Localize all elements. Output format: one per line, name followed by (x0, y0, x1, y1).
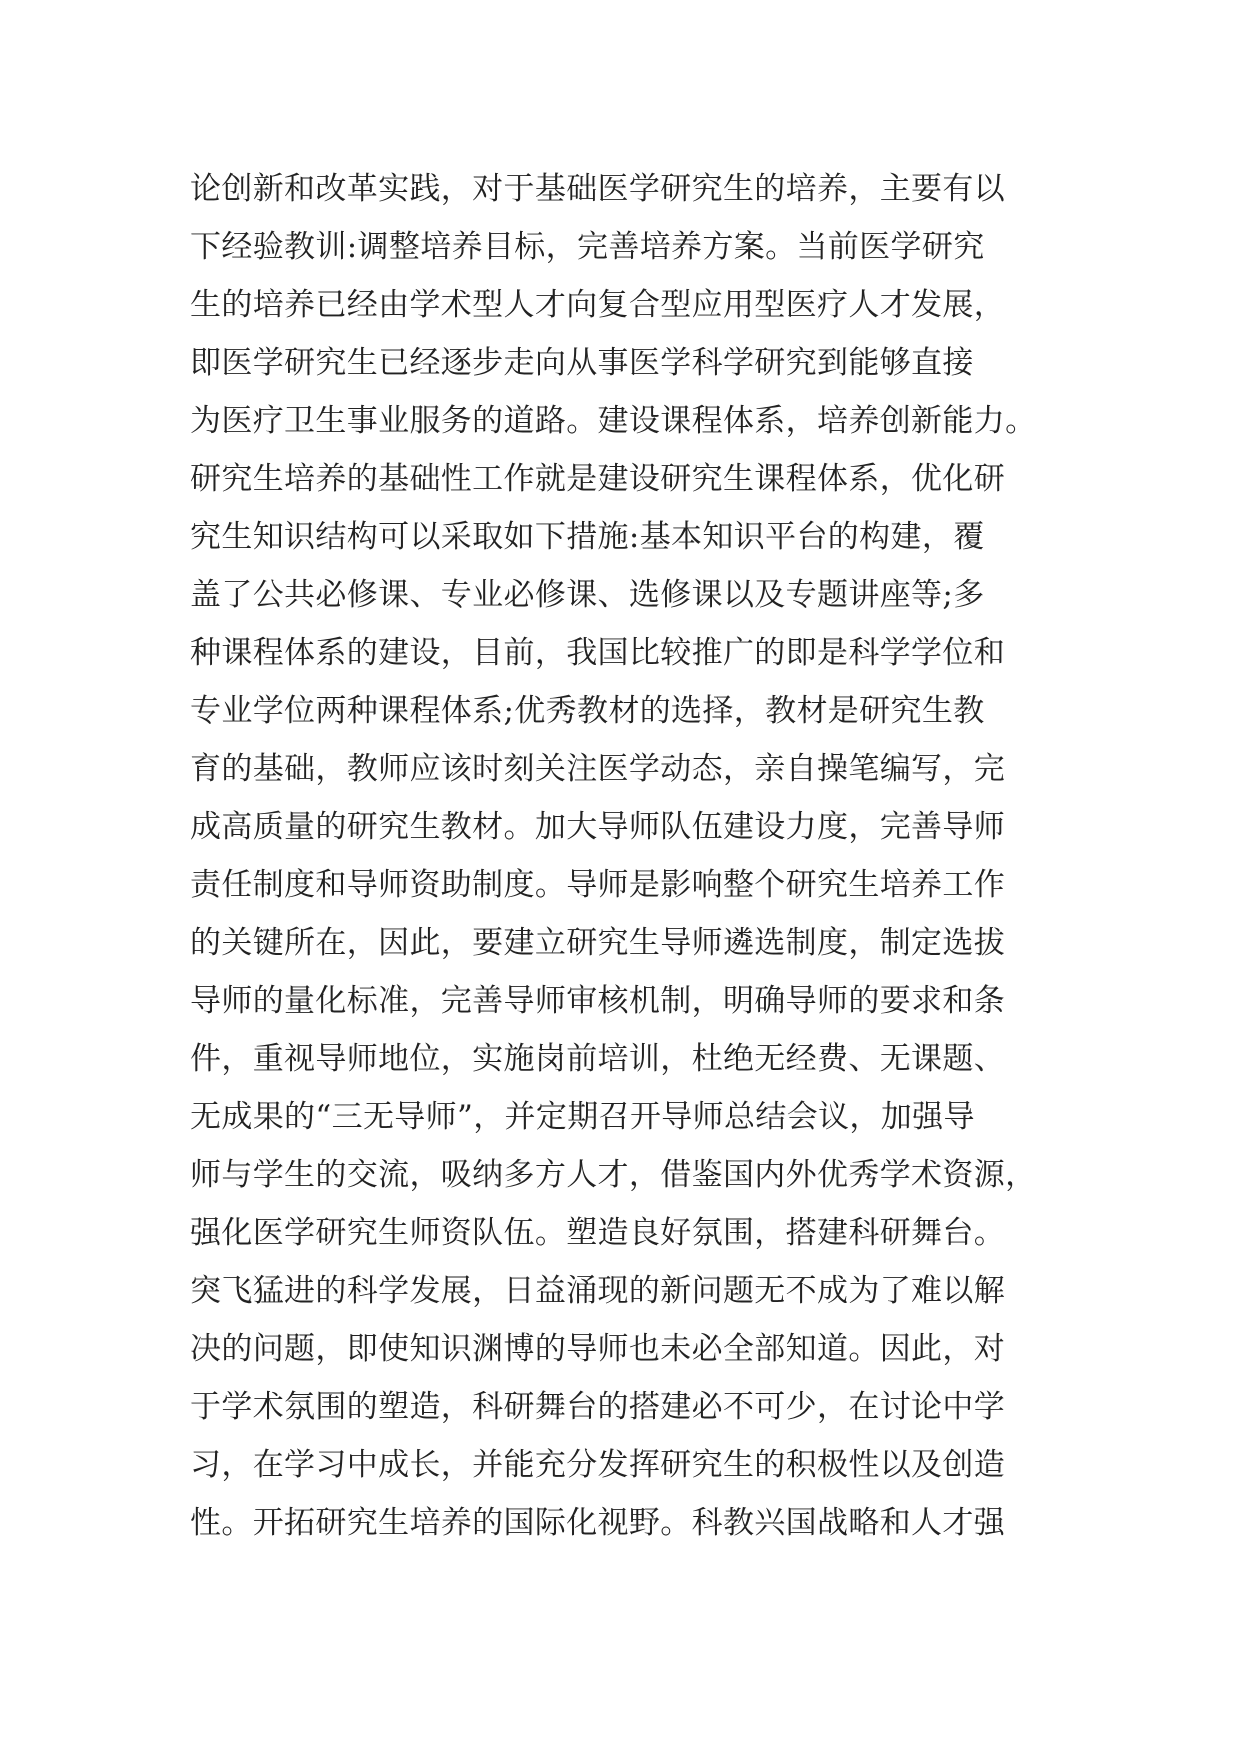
text-line: 究生知识结构可以采取如下措施:基本知识平台的构建，覆 (190, 519, 985, 555)
text-line: 强化医学研究生师资队伍。塑造良好氛围，搭建科研舞台。 (190, 1215, 1006, 1251)
text-line: 习，在学习中成长，并能充分发挥研究生的积极性以及创造 (190, 1447, 1006, 1483)
text-line: 责任制度和导师资助制度。导师是影响整个研究生培养工作 (190, 867, 1006, 903)
text-line: 无成果的“三无导师”，并定期召开导师总结会议，加强导 (190, 1099, 975, 1135)
text-line: 决的问题，即使知识渊博的导师也未必全部知道。因此，对 (190, 1331, 1006, 1367)
text-line: 性。开拓研究生培养的国际化视野。科教兴国战略和人才强 (190, 1505, 1006, 1541)
text-line: 师与学生的交流，吸纳多方人才，借鉴国内外优秀学术资源， (190, 1157, 1037, 1193)
text-line: 专业学位两种课程体系;优秀教材的选择，教材是研究生教 (190, 693, 985, 729)
text-line: 件，重视导师地位，实施岗前培训，杜绝无经费、无课题、 (190, 1041, 1006, 1077)
text-line: 生的培养已经由学术型人才向复合型应用型医疗人才发展， (190, 287, 1006, 323)
body-text (190, 160, 1070, 1552)
text-line: 论创新和改革实践，对于基础医学研究生的培养，主要有以 (190, 171, 1006, 207)
text-line: 导师的量化标准，完善导师审核机制，明确导师的要求和条 (190, 983, 1006, 1019)
text-line: 于学术氛围的塑造，科研舞台的搭建必不可少，在讨论中学 (190, 1389, 1006, 1425)
text-line: 的关键所在，因此，要建立研究生导师遴选制度，制定选拔 (190, 925, 1006, 961)
text-line: 为医疗卫生事业服务的道路。建设课程体系，培养创新能力。 (190, 403, 1037, 439)
text-line: 突飞猛进的科学发展，日益涌现的新问题无不成为了难以解 (190, 1273, 1006, 1309)
text-line: 研究生培养的基础性工作就是建设研究生课程体系，优化研 (190, 461, 1006, 497)
text-line: 种课程体系的建设，目前，我国比较推广的即是科学学位和 (190, 635, 1006, 671)
text-line: 成高质量的研究生教材。加大导师队伍建设力度，完善导师 (190, 809, 1006, 845)
text-line: 盖了公共必修课、专业必修课、选修课以及专题讲座等;多 (190, 577, 985, 613)
text-line: 育的基础，教师应该时刻关注医学动态，亲自操笔编写，完 (190, 751, 1006, 787)
text-line: 即医学研究生已经逐步走向从事医学科学研究到能够直接 (190, 345, 974, 381)
text-line: 下经验教训:调整培养目标，完善培养方案。当前医学研究 (190, 229, 985, 265)
